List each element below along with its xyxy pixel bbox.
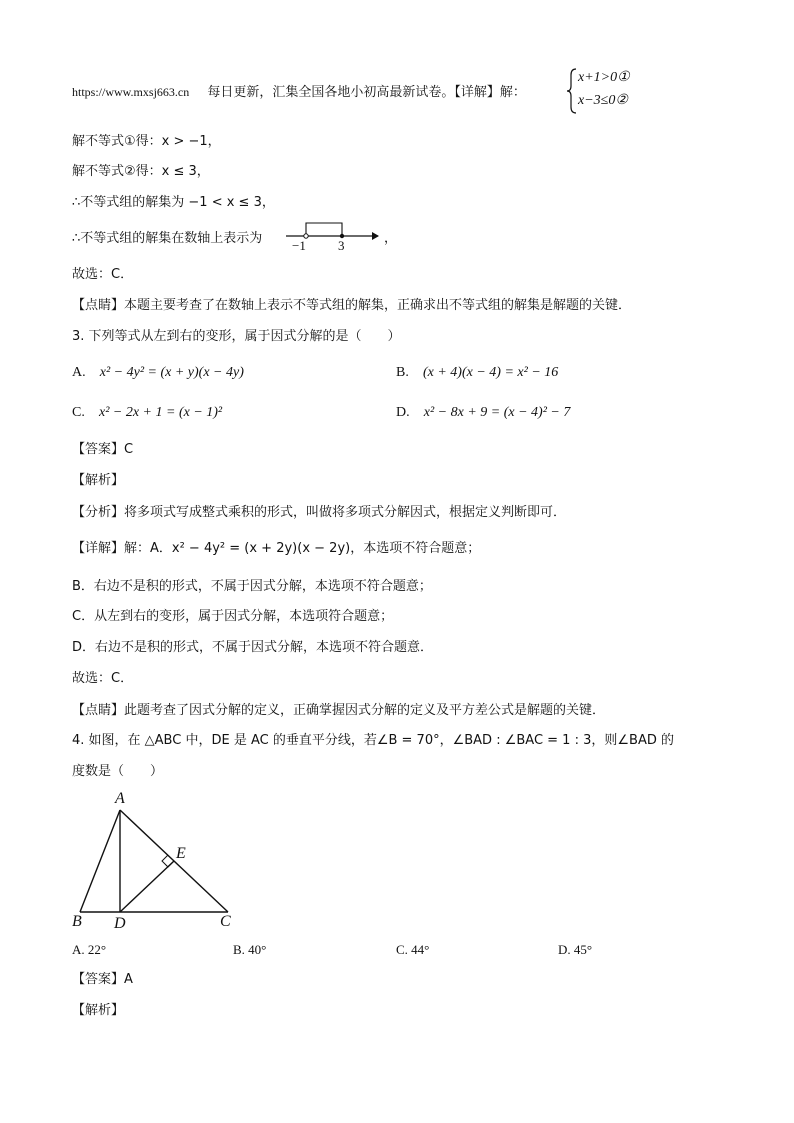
vertex-a: A — [115, 790, 125, 807]
q4-stem-2: 度数是（ ） — [72, 764, 164, 779]
number-line-text: ∴不等式组的解集在数轴上表示为 — [72, 231, 263, 246]
system-eq-1: x+1>0① — [578, 70, 630, 85]
site-url[interactable]: https://www.mxsj663.cn — [72, 85, 190, 99]
q3-choose: 故选：C． — [72, 671, 134, 686]
vertex-d: D — [114, 915, 126, 932]
axis-arrow — [372, 232, 379, 240]
q3-option-d[interactable]: D. x² − 8x + 9 = (x − 4)² − 7 — [396, 405, 571, 420]
q4-stem-1: 4. 如图，在 △ABC 中，DE 是 AC 的垂直平分线，若∠B = 70°，∠BAD : ∠BAC = 1 : 3，则∠BAD 的 — [72, 733, 674, 748]
q3-detail-b: B．右边不是积的形式，不属于因式分解，本选项不符合题意； — [72, 579, 432, 594]
solve-2: 解不等式②得：x ≤ 3， — [72, 164, 210, 179]
vertex-b: B — [72, 913, 82, 930]
header-line — [72, 82, 526, 103]
q3-analysis: 【分析】将多项式写成整式乘积的形式，叫做将多项式分解因式，根据定义判断即可． — [72, 505, 567, 520]
solution-bracket — [306, 223, 342, 236]
q3-option-c[interactable]: C. x² − 2x + 1 = (x − 1)² — [72, 405, 223, 420]
solution-set: ∴不等式组的解集为 −1 < x ≤ 3， — [72, 195, 275, 210]
q3-answer: 【答案】C — [72, 442, 134, 457]
q3-option-a[interactable]: A. x² − 4y² = (x + y)(x − 4y) — [72, 365, 244, 380]
system-eq-2: x−3≤0② — [578, 93, 628, 108]
right-angle-mark — [162, 855, 174, 867]
q3-detail-c: C．从左到右的变形，属于因式分解，本选项符合题意； — [72, 609, 394, 624]
q4-option-c[interactable]: C. 44° — [396, 942, 430, 957]
q3-comment: 【点睛】此题考查了因式分解的定义，正确掌握因式分解的定义及平方差公式是解题的关键． — [72, 703, 606, 718]
q4-analysis-tag: 【解析】 — [72, 1003, 125, 1018]
q4-option-d[interactable]: D. 45° — [558, 942, 593, 957]
q4-option-a[interactable]: A. 22° — [72, 942, 107, 957]
solve-1: 解不等式①得：x > −1， — [72, 134, 221, 149]
side-ab — [80, 810, 120, 912]
axis-label-3: 3 — [338, 238, 345, 253]
number-line-end: ， — [384, 231, 398, 246]
system-brace — [566, 68, 578, 114]
q4-option-b[interactable]: B. 40° — [233, 942, 267, 957]
segment-de — [120, 861, 174, 912]
vertex-c: C — [220, 913, 231, 930]
q4-answer: 【答案】A — [72, 972, 133, 987]
site-tagline: 每日更新，汇集全国各地小初高最新试卷。 — [207, 85, 455, 100]
q3-stem: 3. 下列等式从左到右的变形，属于因式分解的是（ ） — [72, 329, 401, 344]
q3-analysis-tag: 【解析】 — [72, 473, 125, 488]
detail-tag: 【详解】解： — [454, 85, 526, 100]
q3-option-b[interactable]: B. (x + 4)(x − 4) = x² − 16 — [396, 365, 559, 380]
q3-detail-d: D．右边不是积的形式，不属于因式分解，本选项不符合题意． — [72, 640, 434, 655]
axis-label-neg1: −1 — [292, 238, 306, 253]
q3-detail: 【详解】解：A．x² − 4y² = (x + 2y)(x − 2y)，本选项不符合题意； — [72, 541, 481, 556]
vertex-e: E — [176, 845, 186, 862]
q2-comment: 【点睛】本题主要考查了在数轴上表示不等式组的解集，正确求出不等式组的解集是解题的关键． — [72, 298, 632, 313]
q2-choose: 故选：C． — [72, 267, 134, 282]
